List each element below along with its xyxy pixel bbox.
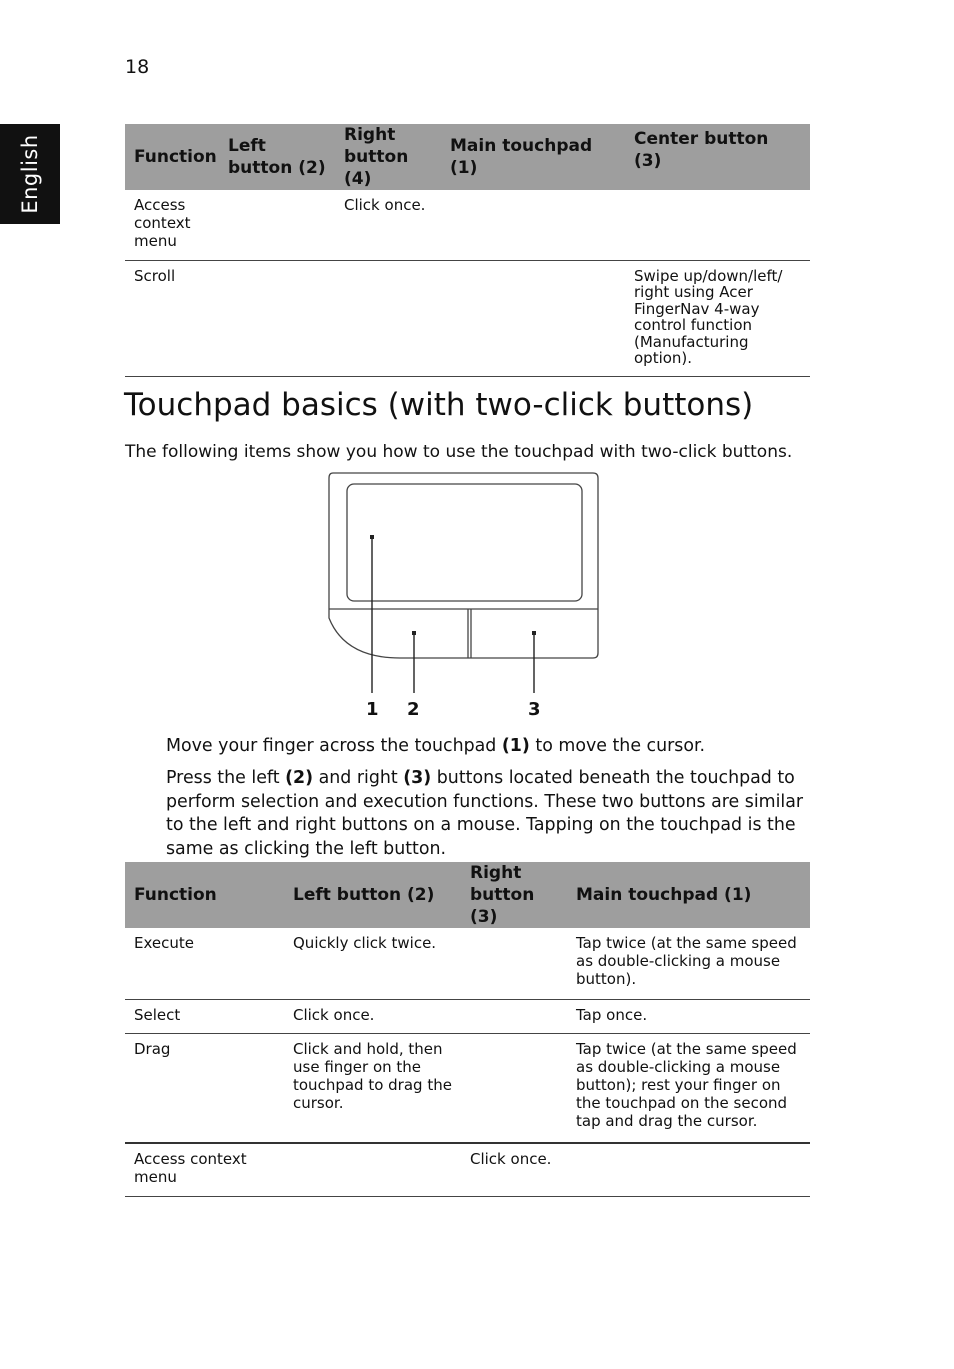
table-header-cell: Function bbox=[125, 124, 219, 190]
table-cell: Click and hold, then use finger on the touchpad to drag the cursor. bbox=[284, 1034, 461, 1144]
table-header-cell: Main touchpad (1) bbox=[567, 862, 810, 928]
language-tab-label: English bbox=[18, 134, 42, 214]
section-heading: Touchpad basics (with two-click buttons) bbox=[124, 387, 754, 423]
table-header-row bbox=[125, 124, 810, 190]
table-cell: Click once. bbox=[284, 1000, 461, 1034]
touchpad-functions-table-four-button bbox=[125, 124, 810, 377]
table-cell: Quickly click twice. bbox=[284, 928, 461, 1000]
paragraph-text: Move your finger across the touchpad bbox=[166, 736, 502, 756]
paragraph-text: Press the left bbox=[166, 768, 286, 788]
table-cell bbox=[219, 190, 335, 261]
intro-text: The following items show you how to use the touchpad with two-click buttons. bbox=[125, 442, 793, 462]
table-cell bbox=[284, 1143, 461, 1197]
table-cell: Execute bbox=[125, 928, 284, 1000]
touchpad-reference: (1) bbox=[501, 736, 530, 756]
table-cell: Tap twice (at the same speed as double-clicking a mouse button). bbox=[567, 928, 810, 1000]
table-cell bbox=[567, 1143, 810, 1197]
table-cell bbox=[219, 261, 335, 377]
touchpad-diagram bbox=[320, 468, 610, 728]
table-cell bbox=[441, 190, 625, 261]
table-header-cell: Left button (2) bbox=[219, 124, 335, 190]
table-cell bbox=[461, 1000, 567, 1034]
touchpad-surface bbox=[347, 484, 582, 601]
table-cell: Access context menu bbox=[125, 190, 219, 261]
table-cell: Scroll bbox=[125, 261, 219, 377]
table-header-cell: Main touchpad (1) bbox=[441, 124, 625, 190]
table-row bbox=[125, 1143, 810, 1197]
language-tab bbox=[0, 124, 60, 224]
table-cell bbox=[625, 190, 810, 261]
table-cell: Drag bbox=[125, 1034, 284, 1144]
touchpad-functions-table-two-button bbox=[125, 862, 810, 1197]
buttons-paragraph bbox=[166, 767, 806, 861]
page-number: 18 bbox=[125, 56, 150, 78]
table-header-cell: Right button (4) bbox=[335, 124, 441, 190]
table-cell: Access context menu bbox=[125, 1143, 284, 1197]
table-cell bbox=[335, 261, 441, 377]
paragraph-text: and right bbox=[313, 768, 404, 788]
table-row bbox=[125, 928, 810, 1000]
table-cell bbox=[461, 1034, 567, 1144]
table-cell: Swipe up/down/left/ right using Acer FingerNav 4-way control function (Manufacturing option). bbox=[625, 261, 810, 377]
table-header-cell: Left button (2) bbox=[284, 862, 461, 928]
table-cell: Click once. bbox=[461, 1143, 567, 1197]
callout-label-2: 2 bbox=[407, 699, 420, 720]
table-cell: Tap twice (at the same speed as double-clicking a mouse button); rest your finger on the touchpad on the second tap and drag the cursor. bbox=[567, 1034, 810, 1144]
paragraph-text: to move the cursor. bbox=[529, 736, 706, 756]
table-cell bbox=[461, 928, 567, 1000]
table-row bbox=[125, 261, 810, 377]
callout-point-1 bbox=[370, 535, 374, 539]
callout-point-3 bbox=[532, 631, 536, 635]
table-header-cell: Right button (3) bbox=[461, 862, 567, 928]
left-button-reference: (2) bbox=[285, 768, 314, 788]
callout-label-3: 3 bbox=[528, 699, 541, 720]
touchpad-outer-frame bbox=[329, 473, 598, 658]
table-header-cell: Center button (3) bbox=[625, 124, 810, 190]
table-row bbox=[125, 1000, 810, 1034]
table-cell: Click once. bbox=[335, 190, 441, 261]
table-cell bbox=[441, 261, 625, 377]
paragraph-text: buttons located beneath the touchpad to perform selection and execution functions. These two buttons are similar to the left and right buttons on a mouse. Tapping on the touchpad is the same as clicking the left button. bbox=[166, 768, 804, 859]
callout-label-1: 1 bbox=[366, 699, 379, 720]
table-header-row bbox=[125, 862, 810, 928]
table-cell: Select bbox=[125, 1000, 284, 1034]
right-button-reference: (3) bbox=[403, 768, 432, 788]
table-cell: Tap once. bbox=[567, 1000, 810, 1034]
table-row bbox=[125, 1034, 810, 1144]
table-row bbox=[125, 190, 810, 261]
table-header-cell: Function bbox=[125, 862, 284, 928]
callout-point-2 bbox=[412, 631, 416, 635]
move-cursor-paragraph bbox=[166, 735, 806, 759]
